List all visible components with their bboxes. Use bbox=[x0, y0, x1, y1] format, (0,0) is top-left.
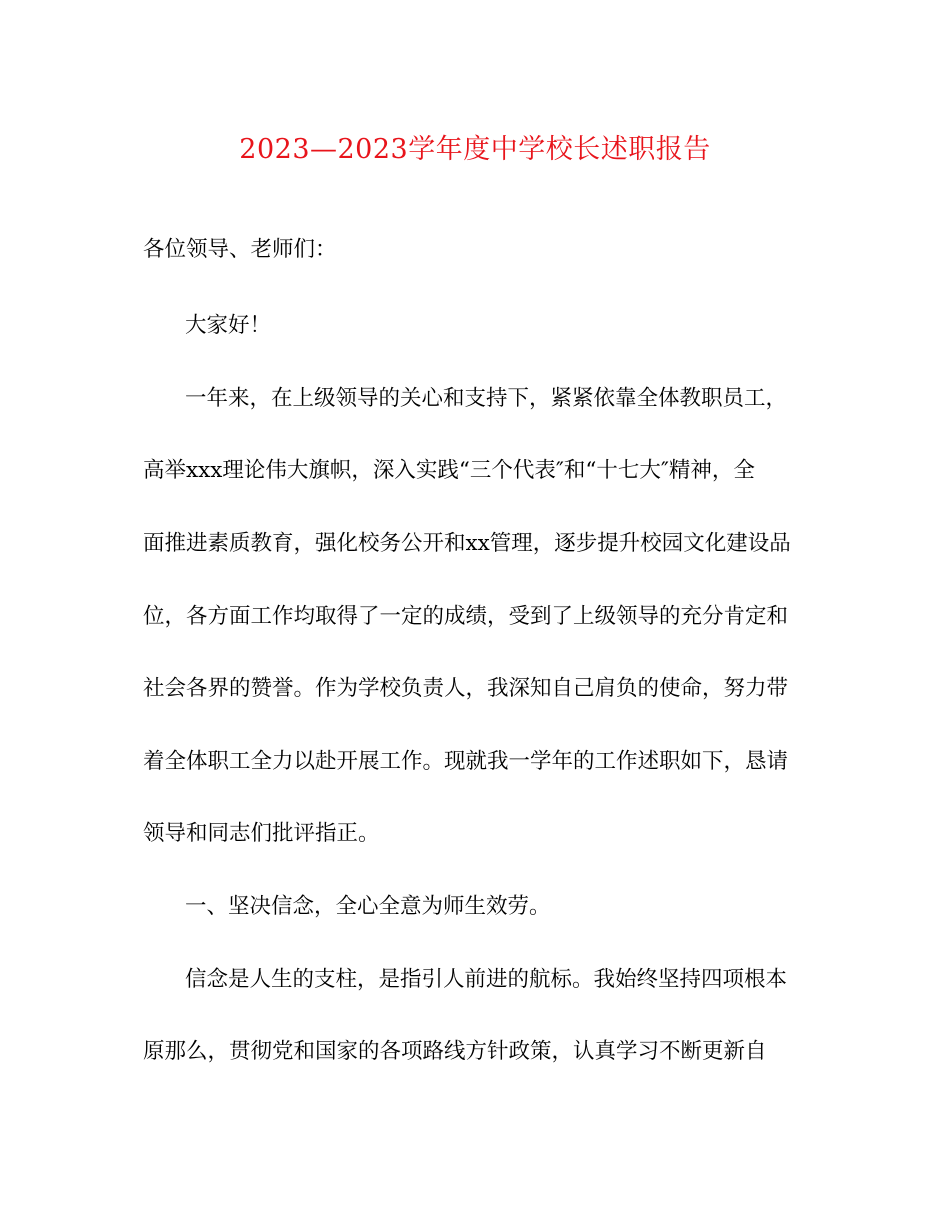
greeting: 大家好！ bbox=[185, 313, 272, 338]
paragraph-line: 社会各界的赞誉。作为学校负责人，我深知自己肩负的使命，努力带 bbox=[143, 676, 789, 701]
paragraph-line: 面推进素质教育，强化校务公开和xx管理，逐步提升校园文化建设品 bbox=[143, 531, 791, 556]
section-heading: 一、坚决信念，全心全意为师生效劳。 bbox=[185, 894, 551, 919]
paragraph-line: 位，各方面工作均取得了一定的成绩，受到了上级领导的充分肯定和 bbox=[143, 604, 789, 629]
paragraph-line: 信念是人生的支柱，是指引人前进的航标。我始终坚持四项根本 bbox=[185, 967, 788, 992]
paragraph-line: 原那么，贯彻党和国家的各项路线方针政策，认真学习不断更新自 bbox=[143, 1039, 767, 1064]
paragraph-line: 领导和同志们批评指正。 bbox=[143, 821, 380, 846]
paragraph-line: 高举xxx理论伟大旗帜，深入实践“三个代表″和“十七大″精神，全 bbox=[143, 458, 755, 483]
salutation: 各位领导、老师们： bbox=[143, 237, 337, 262]
document-title: 2023—2023学年度中学校长述职报告 bbox=[239, 134, 711, 165]
paragraph-line: 一年来，在上级领导的关心和支持下，紧紧依靠全体教职员工， bbox=[185, 386, 788, 411]
paragraph-line: 着全体职工全力以赴开展工作。现就我一学年的工作述职如下，恳请 bbox=[143, 749, 789, 774]
